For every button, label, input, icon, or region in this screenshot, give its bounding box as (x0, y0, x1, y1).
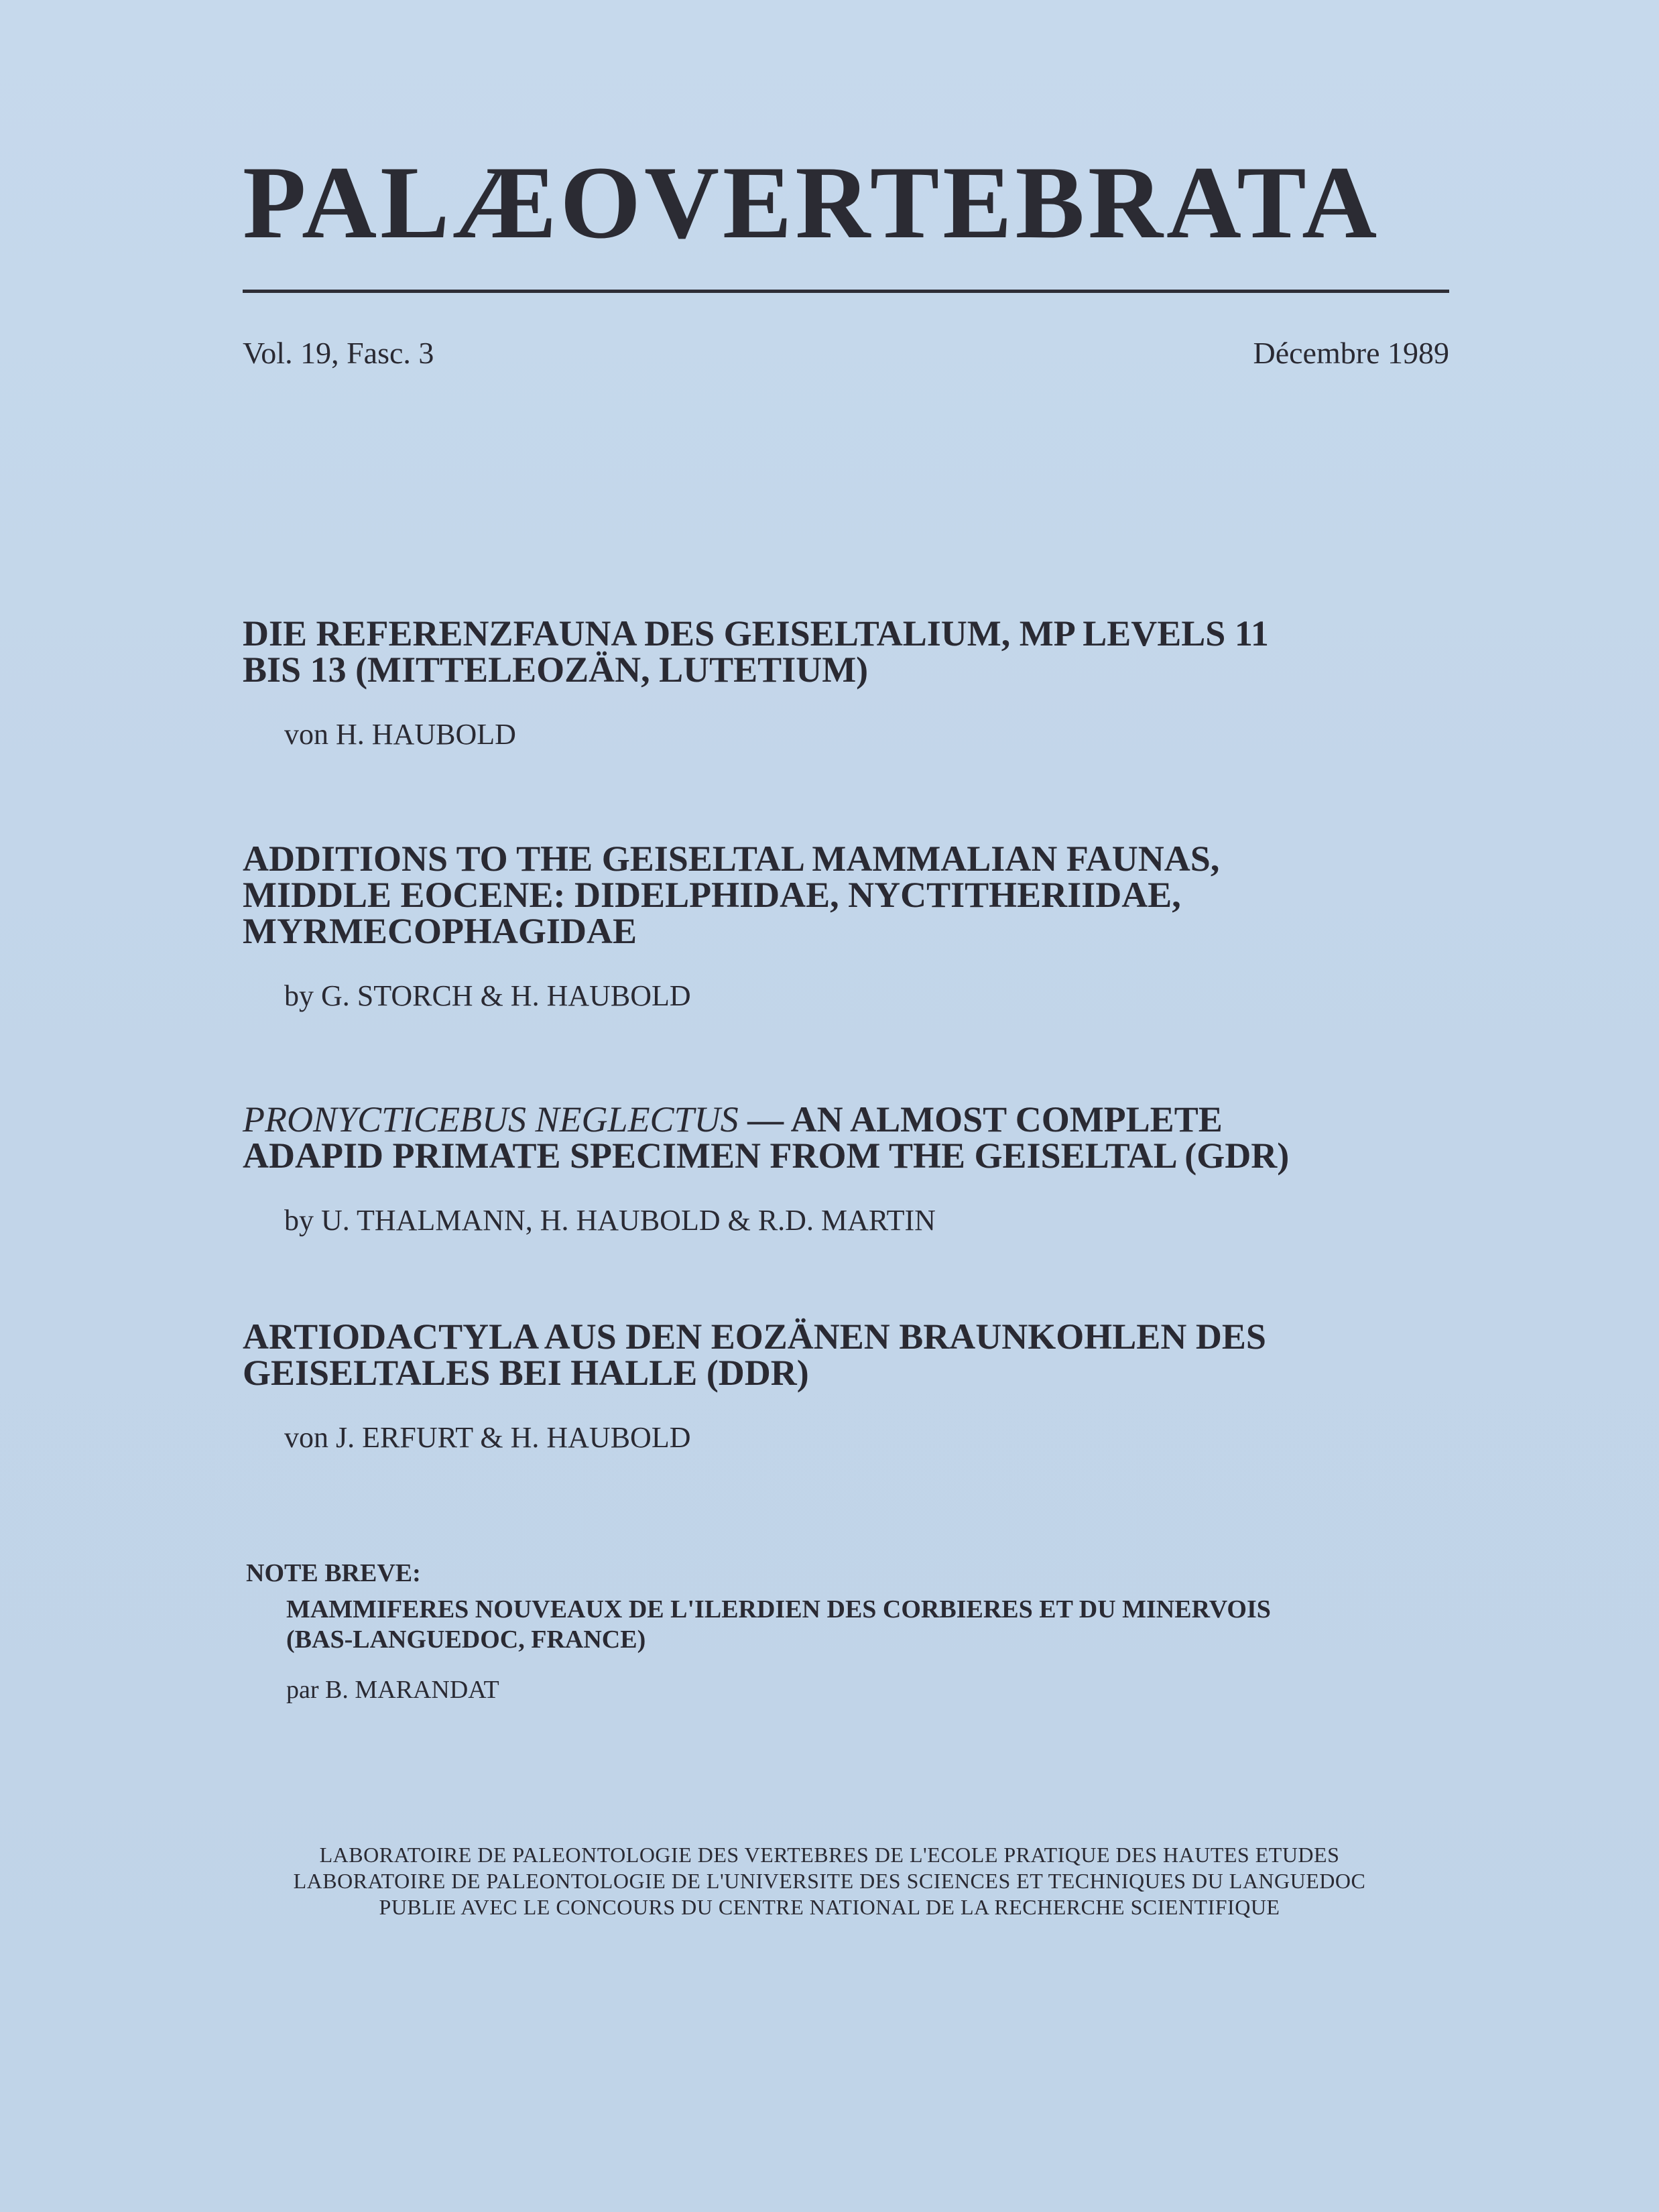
article-4 (243, 1318, 1463, 1455)
short-note (246, 1558, 1453, 1705)
article-title (243, 1101, 1463, 1174)
article-byline: by G. STORCH & H. HAUBOLD (284, 979, 691, 1012)
article-byline: von H. HAUBOLD (284, 718, 516, 751)
article-title-line (243, 1101, 1463, 1138)
article-byline: von J. ERFURT & H. HAUBOLD (284, 1421, 691, 1454)
footer-line: LABORATOIRE DE PALEONTOLOGIE DE L'UNIVERSITE DES SCIENCES ET TECHNIQUES DU LANGUEDOC (293, 1869, 1366, 1894)
volume-info: Vol. 19, Fasc. 3 (243, 336, 434, 370)
article-title (243, 1318, 1463, 1391)
issue-date: Décembre 1989 (1253, 336, 1449, 370)
article-title-line: ARTIODACTYLA AUS DEN EOZÄNEN BRAUNKOHLEN DES (243, 1316, 1266, 1357)
taxon-name: PRONYCTICEBUS NEGLECTUS (243, 1099, 739, 1140)
article-title-line: MIDDLE EOCENE: DIDELPHIDAE, NYCTITHERIIDAE, (243, 875, 1181, 915)
article-title-rest: — AN ALMOST COMPLETE (738, 1099, 1223, 1140)
article-title-line: GEISELTALES BEI HALLE (DDR) (243, 1353, 809, 1393)
note-title-line: (BAS-LANGUEDOC, FRANCE) (286, 1625, 646, 1654)
article-2 (243, 841, 1463, 1013)
article-3 (243, 1101, 1463, 1237)
article-byline: by U. THALMANN, H. HAUBOLD & R.D. MARTIN (284, 1204, 936, 1237)
article-title-line: BIS 13 (MITTELEOZÄN, LUTETIUM) (243, 650, 869, 690)
publisher-footer (0, 1842, 1659, 1920)
article-title-line: DIE REFERENZFAUNA DES GEISELTALIUM, MP LEVELS 11 (243, 613, 1269, 654)
article-title (243, 841, 1463, 949)
note-byline: par B. MARANDAT (286, 1675, 499, 1704)
footer-line: PUBLIE AVEC LE CONCOURS DU CENTRE NATIONAL DE LA RECHERCHE SCIENTIFIQUE (379, 1895, 1280, 1920)
note-label: NOTE BREVE: (246, 1559, 421, 1587)
journal-title: PALÆOVERTEBRATA (243, 145, 1381, 260)
note-title (286, 1595, 1453, 1655)
article-title-line: ADAPID PRIMATE SPECIMEN FROM THE GEISELTAL (GDR) (243, 1135, 1290, 1176)
title-rule (243, 290, 1449, 293)
article-1 (243, 615, 1463, 751)
footer-line: LABORATOIRE DE PALEONTOLOGIE DES VERTEBRES DE L'ECOLE PRATIQUE DES HAUTES ETUDES (319, 1843, 1340, 1867)
article-title-line: ADDITIONS TO THE GEISELTAL MAMMALIAN FAUNAS, (243, 839, 1220, 879)
note-title-line: MAMMIFERES NOUVEAUX DE L'ILERDIEN DES CORBIERES ET DU MINERVOIS (286, 1595, 1271, 1623)
article-title (243, 615, 1463, 688)
article-title-line: MYRMECOPHAGIDAE (243, 911, 637, 951)
